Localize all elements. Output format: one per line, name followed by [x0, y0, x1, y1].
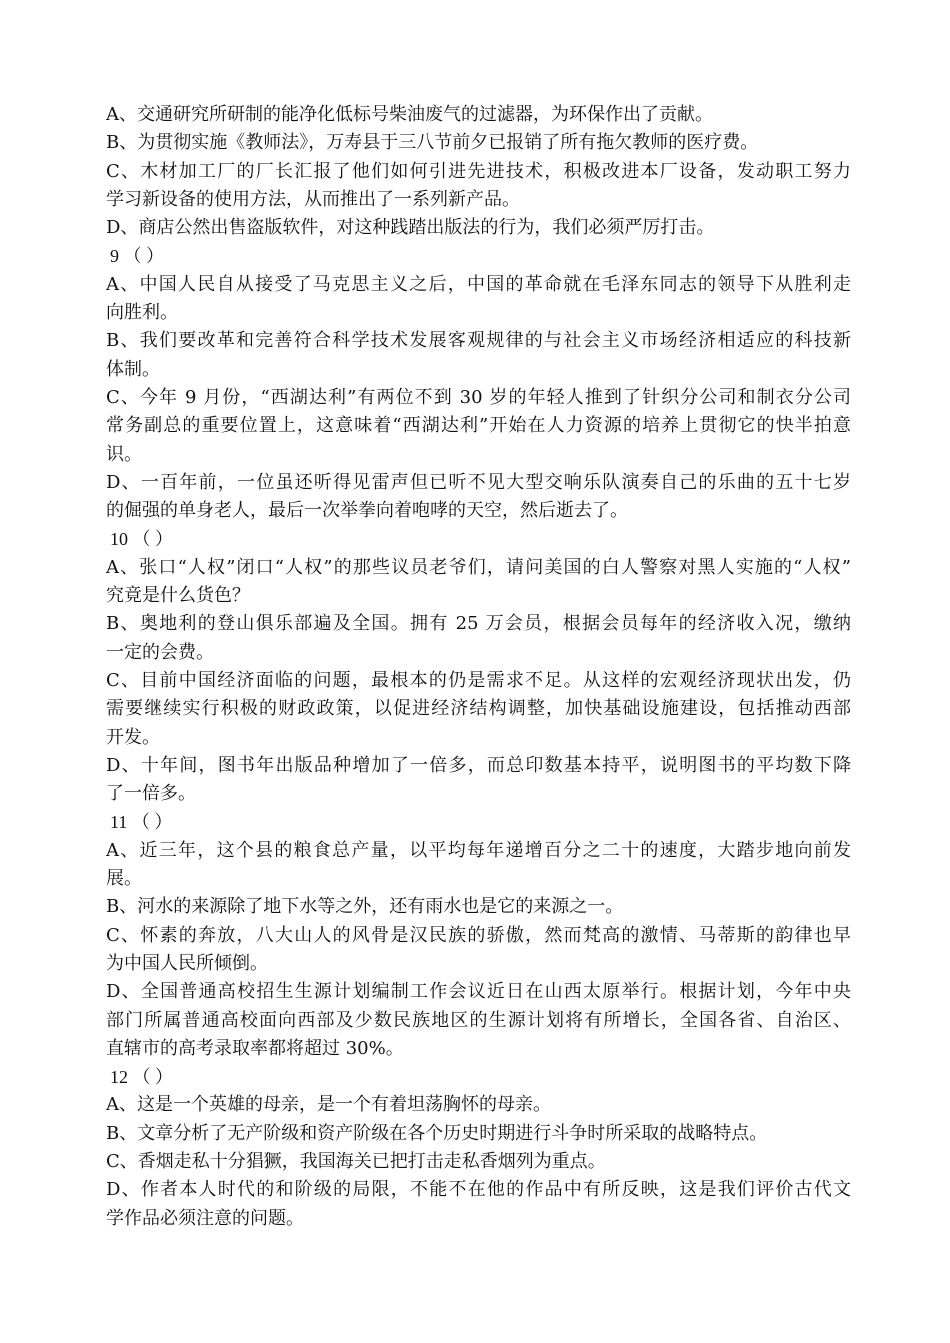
text-line: B、奥地利的登山俱乐部遍及全国。拥有 25 万会员，根据会员每年的经济收入况，缴纳 [106, 613, 851, 635]
text-line: A、这是一个英雄的母亲，是一个有着坦荡胸怀的母亲。 [106, 1094, 551, 1116]
question-number: 11 （ ） [110, 812, 173, 833]
text-line: 需要继续实行积极的财政政策，以促进经济结构调整，加快基础设施建设，包括推动西部 [106, 698, 851, 720]
text-line: B、河水的来源除了地下水等之外，还有雨水也是它的来源之一。 [106, 896, 624, 918]
text-line: 常务副总的重要位置上，这意味着“西湖达利”开始在人力资源的培养上贯彻它的快半拍意 [106, 415, 851, 437]
text-line: B、我们要改革和完善符合科学技术发展客观规律的与社会主义市场经济相适应的科技新 [106, 330, 851, 352]
document-body [106, 101, 851, 1233]
text-line: D、作者本人时代的和阶级的局限，不能不在他的作品中有所反映，这是我们评价古代文 [106, 1179, 851, 1201]
text-line: 一定的会费。 [106, 641, 214, 663]
text-line: C、目前中国经济面临的问题，最根本的仍是需求不足。从这样的宏观经济现状出发，仍 [106, 669, 851, 691]
text-line: C、香烟走私十分猖獗，我国海关已把打击走私香烟列为重点。 [106, 1150, 606, 1172]
text-line: 了一倍多。 [106, 783, 196, 805]
question-number: 12 （ ） [110, 1067, 173, 1088]
text-line: B、为贯彻实施《教师法》，万寿县于三八节前夕已报销了所有拖欠教师的医疗费。 [106, 132, 759, 154]
text-line: D、十年间，图书年出版品种增加了一倍多，而总印数基本持平，说明图书的平均数下降 [106, 754, 851, 776]
text-line: 识。 [106, 443, 142, 465]
text-line: 直辖市的高考录取率都将超过 30%。 [106, 1037, 404, 1059]
text-line: 向胜利。 [106, 302, 178, 324]
question-number: 10 （ ） [110, 529, 173, 550]
text-line: 展。 [106, 868, 142, 890]
text-line: 的倔强的单身老人，最后一次举拳向着咆哮的天空，然后逝去了。 [106, 500, 628, 522]
text-line: D、商店公然出售盗版软件，对这种践踏出版法的行为，我们必须严厉打击。 [106, 217, 715, 239]
text-line: B、文章分析了无产阶级和资产阶级在各个历史时期进行斗争时所采取的战略特点。 [106, 1122, 768, 1144]
text-line: C、今年 9 月份，“西湖达利”有两位不到 30 岁的年轻人推到了针织分公司和制衣分公司 [106, 386, 851, 408]
text-line: 体制。 [106, 358, 160, 380]
text-line: C、怀素的奔放，八大山人的风骨是汉民族的骄傲，然而梵高的激情、马蒂斯的韵律也早 [106, 924, 851, 946]
text-line: A、近三年，这个县的粮食总产量，以平均每年递增百分之二十的速度，大踏步地向前发 [106, 839, 851, 861]
text-line: A、中国人民自从接受了马克思主义之后，中国的革命就在毛泽东同志的领导下从胜利走 [106, 273, 851, 295]
text-line: 学习新设备的使用方法，从而推出了一系列新产品。 [106, 188, 520, 210]
text-line: 学作品必须注意的问题。 [106, 1207, 304, 1229]
text-line: 究竟是什么货色？ [106, 585, 250, 607]
text-line: 部门所属普通高校面向西部及少数民族地区的生源计划将有所增长，全国各省、自治区、 [106, 1009, 851, 1031]
text-line: A、张口“人权”闭口“人权”的那些议员老爷们，请问美国的白人警察对黑人实施的“人权” [106, 556, 851, 578]
text-line: 开发。 [106, 726, 160, 748]
text-line: D、一百年前，一位虽还听得见雷声但已听不见大型交响乐队演奏自己的乐曲的五十七岁 [106, 471, 851, 493]
text-line: D、全国普通高校招生生源计划编制工作会议近日在山西太原举行。根据计划，今年中央 [106, 981, 851, 1003]
text-line: A、交通研究所研制的能净化低标号柴油废气的过滤器，为环保作出了贡献。 [106, 104, 713, 125]
text-line: C、木材加工厂的厂长汇报了他们如何引进先进技术，积极改进本厂设备，发动职工努力 [106, 160, 851, 182]
question-number: 9 （ ） [110, 246, 164, 267]
text-line: 为中国人民所倾倒。 [106, 952, 268, 974]
